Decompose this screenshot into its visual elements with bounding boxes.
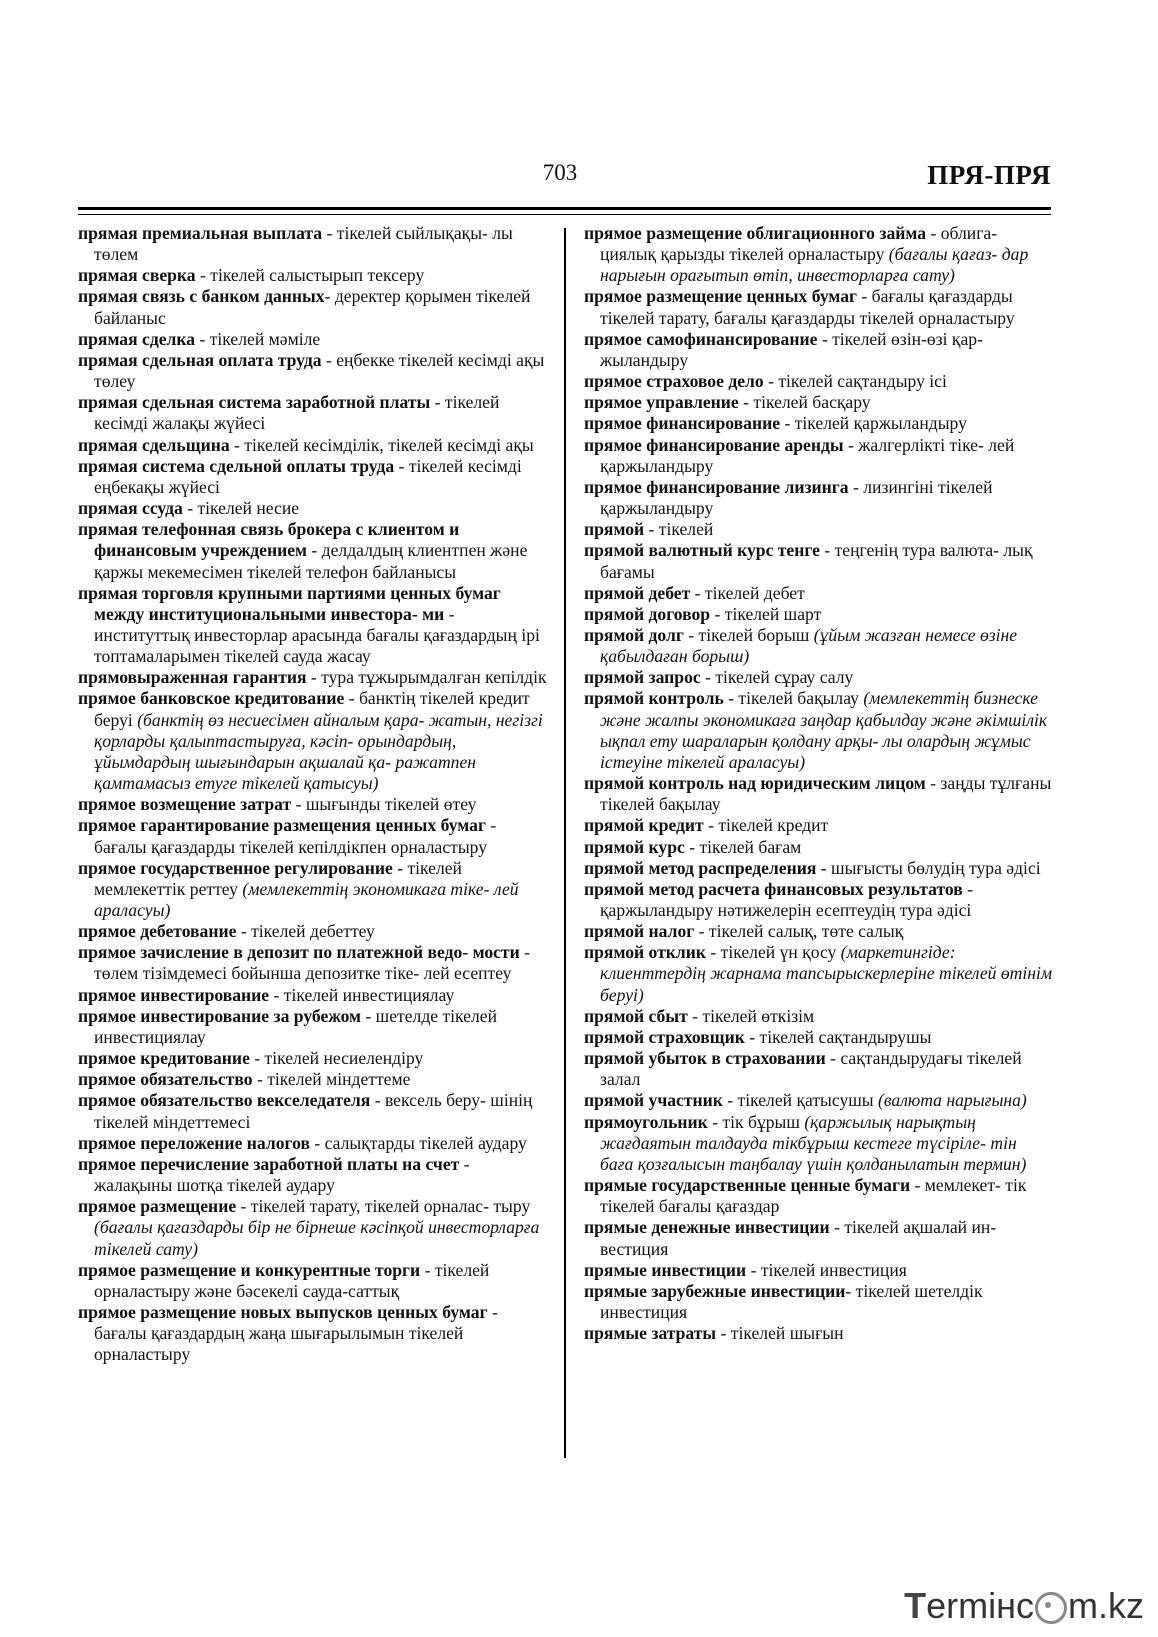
dictionary-entry [584,371,1054,392]
entry-definition: - тікелей міндеттеме [252,1069,411,1090]
entry-term: прямой метод распределения [584,857,817,878]
entry-definition: - тікелей [644,519,714,540]
entry-definition: - тікелей инвестициялау [269,984,455,1005]
dictionary-entry [78,1302,548,1365]
dictionary-entry [78,1133,548,1154]
entry-term: прямое размещение и конкурентные торги [78,1259,421,1280]
entry-term: прямой сбыт [584,1005,688,1026]
header-rule-thin [78,214,1051,215]
dictionary-entry [78,286,548,328]
entry-term: прямое финансирование аренды [584,434,844,455]
dictionary-entry [78,350,548,392]
watermark-letter-t: T [904,1585,927,1626]
dictionary-entry [584,921,1054,942]
dictionary-entry [78,667,548,688]
entry-term: прямая ссуда [78,498,183,519]
page-header-range: ПРЯ-ПРЯ [927,160,1051,190]
dictionary-entry [78,456,548,498]
header-rule [78,207,1051,210]
entry-term: прямое обязательство [78,1069,253,1090]
dictionary-entry [584,773,1054,815]
dictionary-entry [584,1006,1054,1027]
entry-definition: - заңды тұлғаны тікелей бақылау [600,773,1052,815]
dictionary-entry [584,1112,1054,1175]
entry-term: прямая сверка [78,265,196,286]
entry-definition: - бағалы қағаздарды тікелей тарату, бағалы қағаздарды тікелей орналастыру [600,286,1015,328]
dictionary-entry [78,1090,548,1132]
entry-definition: - тікелей кесімді еңбекақы жүйесі [94,455,522,497]
entry-term: прямая сдельщина [78,434,230,455]
dictionary-entry [78,329,548,350]
dictionary-entry [78,1196,548,1259]
dictionary-entry [584,667,1054,688]
entry-term: прямое страховое дело [584,371,764,392]
dictionary-entry [78,498,548,519]
entry-term: прямовыраженная гарантия [78,667,307,688]
entry-definition: - тікелей несие [182,498,300,519]
entry-term: прямая система сдельной оплаты труда [78,455,395,476]
entry-definition: - тікелей борыш [683,624,814,645]
entry-definition: - тікелей басқару [738,392,871,413]
termincom-watermark-logo [904,1585,1144,1627]
entry-term: прямое самофинансирование [584,328,818,349]
dictionary-entry [584,329,1054,371]
watermark-text-mid: ermінс [926,1585,1034,1626]
entry-definition: - тікелей шетелдік инвестиция [600,1280,983,1322]
entry-definition: - тікелей үн қосу [706,942,841,963]
entry-definition: - тікелей тарату, тікелей орналас- тыру [236,1196,531,1217]
entry-term: прямое размещение облигационного займа [584,223,927,243]
entry-definition: - тікелей бағам [684,836,802,857]
entry-definition: - тікелей дебет [690,582,805,603]
entry-term: прямой контроль [584,688,724,709]
entry-note: (бағалы қағаз- дар нарығын орағытып өтіп, инвесторларға сату) [600,244,1029,286]
entry-definition: - тікелей сақтандыру ісі [763,371,947,392]
dictionary-entry [584,858,1054,879]
entry-term: прямые инвестиции [584,1259,747,1280]
entry-note: (мемлекеттің бизнеске және жалпы экономикаға заңдар қабылдау және әкімшілік ықпал ету шараларын қолдану арқы- лы олардың жұмыс істеуіне тікелей араласуы) [600,688,1048,772]
page-number: 703 [542,160,578,185]
dictionary-entry [78,223,548,265]
entry-term: прямое инвестирование [78,984,270,1005]
entry-term: прямая сдельная система заработной платы [78,392,431,413]
entry-definition: - бағалы қағаздардың жаңа шығарылымын тікелей орналастыру [94,1301,498,1365]
entry-term: прямое управление [584,392,739,413]
entry-term: прямой [584,519,645,540]
dictionary-entry [584,1048,1054,1090]
entry-term: прямая сделка [78,328,196,349]
entry-term: прямое государственное регулирование [78,857,393,878]
entry-note: (маркетингіде: клиенттердің жарнама тапсырыскерлеріне тікелей өтінім беруі) [600,942,1053,1005]
watermark-circle-icon [1035,1592,1067,1624]
dictionary-entry [584,942,1054,1005]
entry-definition: - тікелей ақшалай ин- вестиция [600,1217,997,1259]
dictionary-entry [78,815,548,857]
entry-definition: - тікелей бақылау [723,688,864,709]
entry-definition: - тікелей инвестиция [746,1259,907,1280]
entry-term: прямой валютный курс тенге [584,540,820,561]
entry-term: прямое обязательство векселедателя [78,1090,371,1111]
entry-definition: - еңбекке тікелей кесімді ақы төлеу [94,349,545,392]
dictionary-entry [584,879,1054,921]
entry-note: (банктің өз несиесімен айналым қара- жатын, негізгі қорларды қалыптастыруға, кәсіп- орындардың, ұйымдардың шығындарын ақшалай қа- ражатпен қамтамасыз етуге тікелей қатысуы) [94,709,543,794]
entry-definition: - тікелей салыстырып тексеру [195,265,425,286]
entry-definition: - бағалы қағаздарды тікелей кепілдікпен орналастыру [94,815,497,857]
entry-definition: - тікелей өзін-өзі қар- жыландыру [600,328,983,370]
dictionary-entry [78,858,548,921]
entry-term: прямое финансирование [584,413,781,434]
dictionary-entry [78,1006,548,1048]
entry-definition: - шығысты бөлудің тура әдісі [816,857,1041,878]
entry-definition: - мемлекет- тік тікелей бағалы қағаздар [600,1175,1027,1217]
dictionary-entry [584,223,1054,286]
entry-definition: - делдалдың клиентпен және қаржы мекемесімен тікелей телефон байланысы [94,540,528,582]
entry-definition: - тікелей сыйлықақы- лы төлем [94,223,513,265]
dictionary-entry [78,519,548,582]
entry-definition: - лизингіні тікелей қаржыландыру [600,476,993,519]
entry-definition: - тікелей қатысушы [722,1090,879,1111]
entry-term: прямые денежные инвестиции [584,1217,830,1238]
dictionary-entry [584,413,1054,434]
dictionary-entry [584,1281,1054,1323]
entry-definition: - тікелей салық, төте салық [694,921,904,942]
entry-note: (валюта нарығына) [878,1090,1027,1111]
entry-definition: - тура тұжырымдалған кепілдік [306,667,547,688]
dictionary-entry [78,1048,548,1069]
dictionary-entry [584,477,1054,519]
entry-term: прямое дебетование [78,921,237,942]
entry-definition: - теңгенің тура валюта- лық бағамы [600,540,1033,582]
watermark-text-end: m.kz [1068,1585,1144,1626]
entry-term: прямой контроль над юридическим лицом [584,773,926,794]
entry-term: прямой участник [584,1090,723,1111]
entry-definition: - тікелей сақтандырушы [744,1026,932,1047]
entry-definition: - тікелей өткізім [687,1005,815,1026]
entry-definition: - шығынды тікелей өтеу [291,794,477,815]
entry-definition: - деректер қорымен тікелей байланыс [94,286,531,328]
entry-term: прямая связь с банком данных [78,286,325,307]
entry-term: прямые государственные ценные бумаги [584,1175,911,1196]
entry-term: прямая сдельная оплата труда [78,349,322,370]
entry-term: прямые затраты [584,1323,717,1344]
entry-term: прямой кредит [584,815,704,836]
entry-term: прямое перечисление заработной платы на счет [78,1153,460,1174]
entry-definition: - тікелей орналастыру және бәсекелі сауда-саттық [94,1259,490,1301]
entry-term: прямое размещение новых выпусков ценных бумаг [78,1301,488,1322]
entry-definition: - сақтандырудағы тікелей залал [600,1048,1022,1090]
dictionary-entry [584,583,1054,604]
dictionary-entry [78,265,548,286]
entry-note: (қаржылық нарықтың жағдаятын талдауда тікбұрыш кестеге түсіріле- тін баға қозғалысын таңбалау үшін қолданылатын термин) [600,1111,1027,1174]
dictionary-entry [78,921,548,942]
entry-term: прямой отклик [584,942,707,963]
entry-definition: - тікелей кесімді жалақы жүйесі [94,392,500,434]
entry-definition: - институттық инвесторлар арасында бағалы қағаздардың ірі топтамаларымен тікелей сауда жасау [94,603,540,667]
entry-definition: - тікелей сұрау салу [700,667,854,688]
dictionary-entry [584,1323,1054,1344]
dictionary-entry [584,1090,1054,1111]
dictionary-entry [584,1260,1054,1281]
entry-term: прямое банковское кредитование [78,688,345,709]
entry-term: прямое гарантирование размещения ценных бумаг [78,815,486,836]
entry-term: прямой договор [584,603,711,624]
entry-term: прямой убыток в страховании [584,1048,826,1069]
dictionary-entry [78,985,548,1006]
dictionary-entry [78,1154,548,1196]
entry-definition: - тікелей кредит [703,815,829,836]
dictionary-entry [584,837,1054,858]
dictionary-entry [78,392,548,434]
entry-term: прямой запрос [584,667,701,688]
entry-term: прямое зачисление в депозит по платежной ведо- мости [78,942,520,963]
entry-note: (бағалы қағаздарды бір не бірнеше кәсіпқой инвесторларға тікелей сату) [94,1217,540,1259]
dictionary-entry [78,794,548,815]
entry-definition: - облига- циялық қарызды тікелей орналастыру [600,223,998,265]
entry-term: прямые зарубежные инвестиции [584,1280,846,1301]
dictionary-entry [78,688,548,794]
entry-term: прямое размещение ценных бумаг [584,286,858,307]
entry-definition: - тікелей кесімділік, тікелей кесімді ақы [229,434,534,455]
dictionary-entry [78,942,548,984]
entry-term: прямая торговля крупными партиями ценных бумаг между институциональными инвестора- ми [78,582,501,624]
dictionary-entry [78,1069,548,1090]
dictionary-entry [584,286,1054,328]
entry-term: прямой страховщик [584,1026,745,1047]
entry-term: прямой налог [584,921,695,942]
dictionary-entry [584,435,1054,477]
entry-definition: - тікелей мемлекеттік реттеу [94,857,462,899]
entry-definition: - салықтарды тікелей аудару [309,1132,527,1153]
entry-definition: - төлем тізімдемесі бойынша депозитке тіке- лей есептеу [94,942,530,984]
entry-term: прямой дебет [584,582,691,603]
dictionary-entry [584,392,1054,413]
entry-term: прямое инвестирование за рубежом [78,1005,362,1026]
dictionary-entry [584,1217,1054,1259]
entry-definition: - вексель беру- шінің тікелей міндеттемесі [94,1090,533,1132]
entry-definition: - тікелей мәміле [195,328,321,349]
left-column [78,223,548,1365]
entry-definition: - тікелей дебеттеу [236,921,375,942]
dictionary-entry [78,435,548,456]
entry-definition: - жалақыны шотқа тікелей аудару [94,1153,470,1196]
dictionary-entry [584,604,1054,625]
entry-term: прямая телефонная связь брокера с клиентом и финансовым учреждением [78,519,460,561]
dictionary-entry [584,1175,1054,1217]
dictionary-entry [584,688,1054,773]
entry-term: прямое возмещение затрат [78,794,292,815]
entry-term: прямое переложение налогов [78,1132,310,1153]
dictionary-entry [78,1260,548,1302]
entry-definition: - шетелде тікелей инвестициялау [94,1005,497,1047]
entry-definition: - жалгерлікті тіке- лей қаржыландыру [600,434,1015,476]
right-column [584,223,1054,1344]
entry-term: прямой курс [584,836,685,857]
entry-definition: - тікелей шығын [716,1323,844,1344]
column-divider [564,228,566,1458]
entry-note: (мемлекеттің экономикаға тіке- лей араласуы) [94,878,519,920]
entry-note: (ұйым жазған немесе өзіне қабылдаған борыш) [600,624,1018,667]
entry-term: прямое кредитование [78,1048,250,1069]
entry-term: прямое размещение [78,1196,237,1217]
entry-term: прямой метод расчета финансовых результатов [584,878,963,899]
dictionary-entry [584,519,1054,540]
entry-definition: - тікелей шарт [710,603,822,624]
dictionary-entry [584,540,1054,582]
dictionary-entry [584,815,1054,836]
entry-term: прямой долг [584,624,684,645]
entry-term: прямое финансирование лизинга [584,476,849,497]
entry-definition: - банктің тікелей кредит беруі [94,688,530,730]
entry-term: прямоугольник [584,1111,708,1132]
entry-definition: - тікелей қаржыландыру [780,413,967,434]
dictionary-entry [584,1027,1054,1048]
dictionary-entry [78,583,548,668]
entry-definition: - қаржыландыру нәтижелерін есептеудің тура әдісі [600,878,974,920]
dictionary-entry [584,625,1054,667]
entry-term: прямая премиальная выплата [78,223,323,243]
entry-definition: - тікелей несиелендіру [249,1048,424,1069]
entry-definition: - тік бұрыш [707,1111,805,1132]
